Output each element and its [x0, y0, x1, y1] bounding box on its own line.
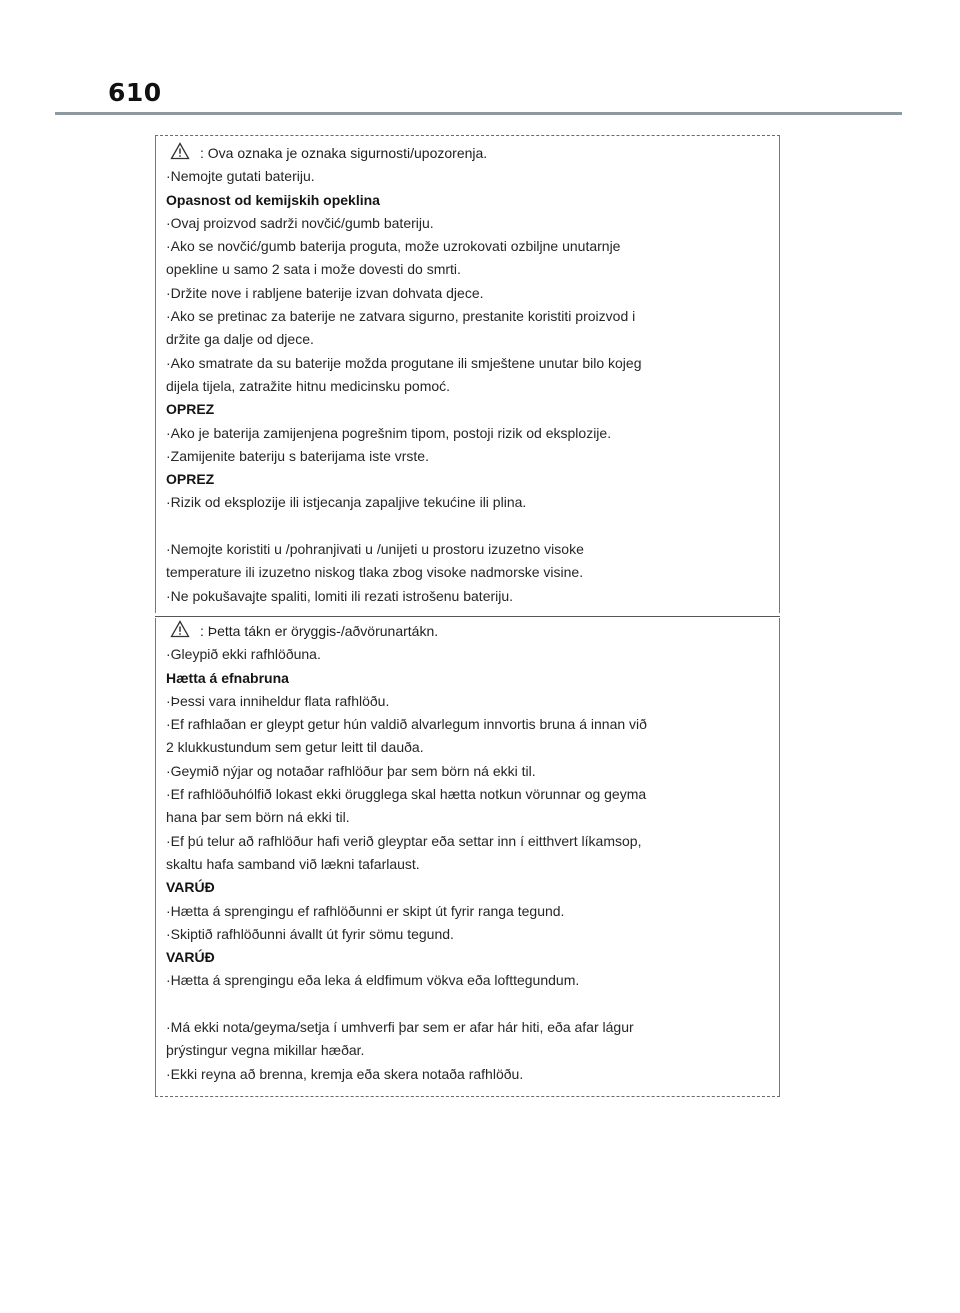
text-line: ·Nemojte gutati bateriju. — [166, 168, 315, 185]
croatian-symbol-line — [166, 142, 766, 165]
blank-line — [166, 515, 766, 538]
text-line: ·Ako se pretinac za baterije ne zatvara sigurno, prestanite koristiti proizvod i — [166, 308, 636, 325]
text-line: 2 klukkustundum sem getur leitt til dauða. — [166, 739, 424, 756]
header-rule — [55, 112, 902, 115]
text-line: ·Ako je baterija zamijenjena pogrešnim tipom, postoji rizik od eksplozije. — [166, 424, 612, 441]
text-line: ·Hætta á sprengingu ef rafhlöðunni er skipt út fyrir ranga tegund. — [166, 902, 565, 919]
text-line: držite ga dalje od djece. — [166, 331, 314, 348]
icelandic-section — [166, 620, 766, 1086]
text-line: ·Ef þú telur að rafhlöður hafi verið gleyptar eða settar inn í eitthvert líkamsop, — [166, 832, 642, 849]
icelandic-symbol-line — [166, 620, 766, 643]
text-line: ·Držite nove i rabljene baterije izvan dohvata djece. — [166, 284, 484, 301]
text-line: ·Nemojte koristiti u /pohranjivati u /unijeti u prostoru izuzetno visoke — [166, 541, 584, 558]
section-heading: OPREZ — [166, 401, 215, 418]
warning-triangle-icon — [170, 142, 190, 167]
text-line: dijela tijela, zatražite hitnu medicinsku pomoć. — [166, 377, 451, 394]
section-heading: Hætta á efnabruna — [166, 669, 289, 686]
text-line: temperature ili izuzetno niskog tlaka zbog visoke nadmorske visine. — [166, 564, 584, 581]
text-line: ·Má ekki nota/geyma/setja í umhverfi þar sem er afar hár hiti, eða afar lágur — [166, 1019, 634, 1036]
text-line: ·Gleypið ekki rafhlöðuna. — [166, 646, 321, 663]
text-line: ·Ne pokušavajte spaliti, lomiti ili rezati istrošenu bateriju. — [166, 587, 514, 604]
text-line: opekline u samo 2 sata i može dovesti do smrti. — [166, 261, 461, 278]
croatian-symbol-note: : Ova oznaka je oznaka sigurnosti/upozorenja. — [200, 145, 488, 161]
icelandic-lines — [166, 643, 766, 1086]
section-divider — [155, 616, 780, 617]
text-line: ·Skiptið rafhlöðunni ávallt út fyrir sömu tegund. — [166, 925, 454, 942]
text-line: ·Ef rafhlaðan er gleypt getur hún valdið alvarlegum innvortis bruna á innan við — [166, 716, 647, 733]
text-line: ·Ako smatrate da su baterije možda progutane ili smještene unutar bilo kojeg — [166, 354, 642, 371]
icelandic-symbol-note: : Þetta tákn er öryggis-/aðvörunartákn. — [200, 623, 439, 639]
section-heading: Opasnost od kemijskih opeklina — [166, 191, 380, 208]
text-line: ·Ekki reyna að brenna, kremja eða skera notaða rafhlöðu. — [166, 1065, 524, 1082]
text-line: ·Geymið nýjar og notaðar rafhlöður þar sem börn ná ekki til. — [166, 762, 536, 779]
blank-line — [166, 993, 766, 1016]
text-line: ·Rizik od eksplozije ili istjecanja zapaljive tekućine ili plina. — [166, 494, 527, 511]
croatian-section — [166, 142, 766, 608]
section-heading: VARÚÐ — [166, 879, 215, 896]
text-line: hana þar sem börn ná ekki til. — [166, 809, 350, 826]
text-line: ·Ako se novčić/gumb baterija proguta, može uzrokovati ozbiljne unutarnje — [166, 238, 621, 255]
text-line: þrýstingur vegna mikillar hæðar. — [166, 1042, 365, 1059]
section-heading: OPREZ — [166, 471, 215, 488]
page-number: 610 — [108, 78, 162, 107]
text-line: ·Hætta á sprengingu eða leka á eldfimum vökva eða lofttegundum. — [166, 972, 580, 989]
text-line: ·Þessi vara inniheldur flata rafhlöðu. — [166, 692, 390, 709]
warning-triangle-icon — [170, 620, 190, 645]
box-bottom-border — [155, 1096, 780, 1097]
text-line: skaltu hafa samband við lækni tafarlaust. — [166, 855, 420, 872]
text-line: ·Zamijenite bateriju s baterijama iste vrste. — [166, 447, 429, 464]
section-heading: VARÚÐ — [166, 949, 215, 966]
text-line: ·Ovaj proizvod sadrži novčić/gumb bateriju. — [166, 214, 434, 231]
text-line: ·Ef rafhlöðuhólfið lokast ekki örugglega skal hætta notkun vörunnar og geyma — [166, 786, 647, 803]
croatian-lines — [166, 165, 766, 608]
